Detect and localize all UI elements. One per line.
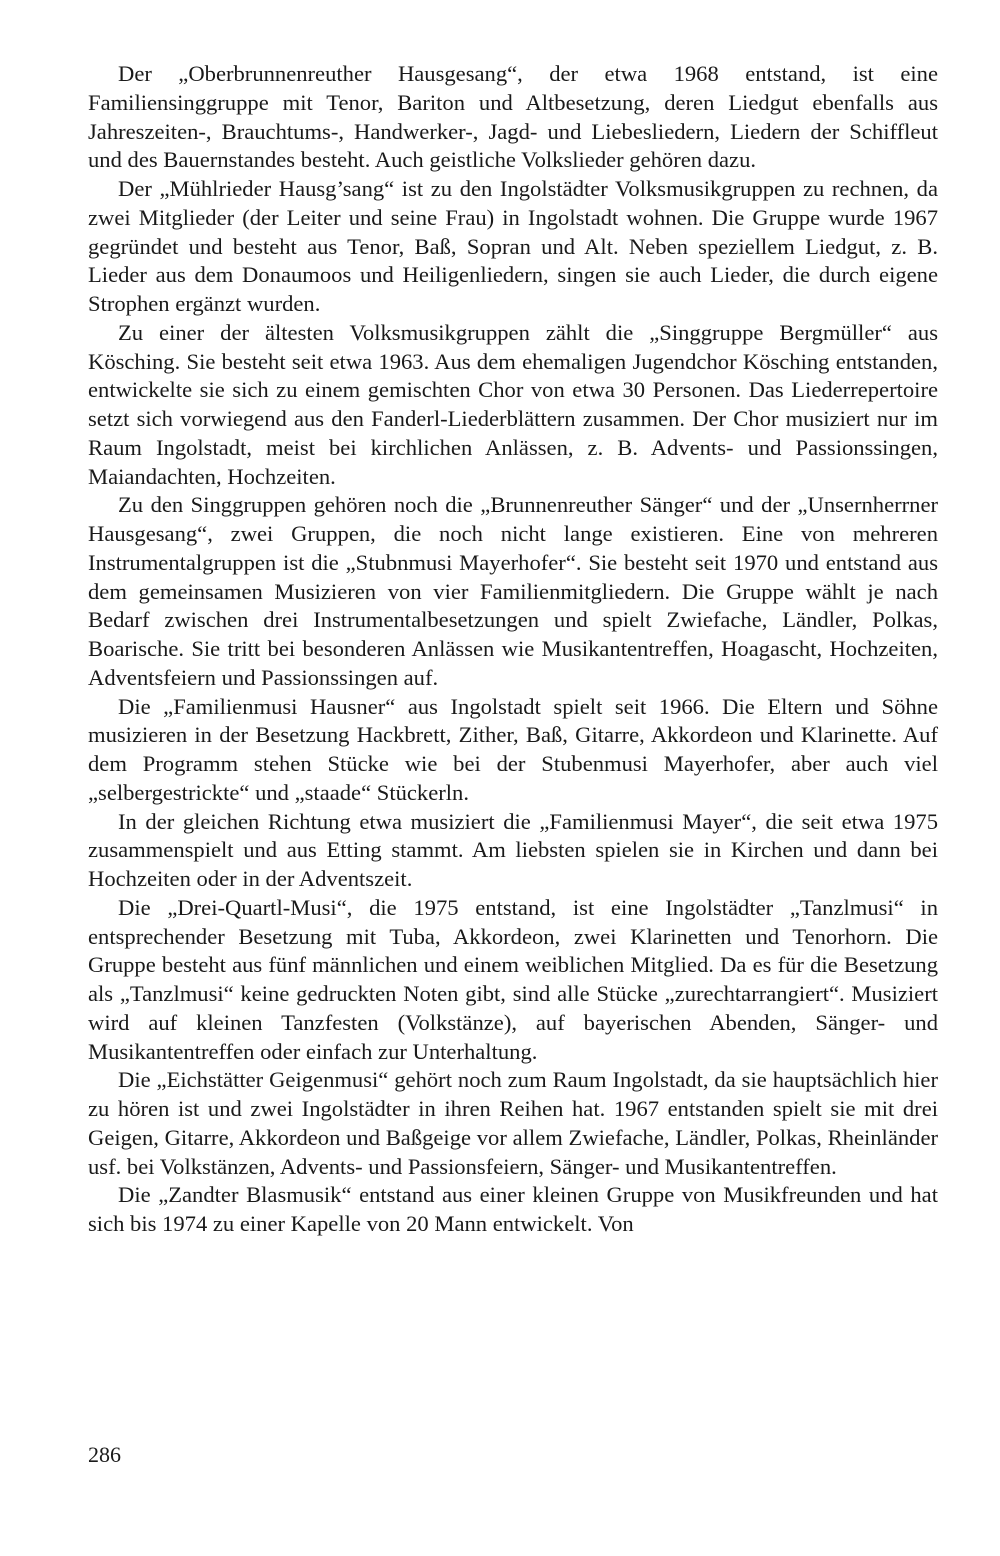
paragraph-oberbrunnenreuther-hausgesang: Der „Oberbrunnenreuther Hausgesang“, der etwa 1968 entstand, ist eine Familiensinggruppe mit Tenor, Bariton und Altbesetzung, deren Liedgut ebenfalls aus Jahreszeiten-, Brauchtums-, Handwerker-, Jagd- und Liebesliedern, Liedern der Schiffleut und des Bauernstandes besteht. Auch geistliche Volkslieder gehören dazu. [88,61,938,173]
paragraph-muehlrieder-hausgsang: Der „Mühlrieder Hausg’sang“ ist zu den Ingolstädter Volksmusikgruppen zu rechnen, da zwei Mitglieder (der Leiter und seine Frau) in Ingolstadt wohnen. Die Gruppe wurde 1967 gegründet und besteht aus Tenor, Baß, Sopran und Alt. Neben speziellem Liedgut, z. B. Lieder aus dem Donaumoos und Heiligenliedern, singen sie auch Lieder, die durch eigene Strophen ergänzt wurden. [88,176,938,316]
paragraph-eichstaetter-geigenmusi: Die „Eichstätter Geigenmusi“ gehört noch zum Raum Ingolstadt, da sie hauptsächlich hier zu hören ist und zwei Ingolstädter in ihren Reihen hat. 1967 entstanden spielt sie mit drei Geigen, Gitarre, Akkordeon und Baßgeige vor allem Zwiefache, Ländler, Polkas, Rheinländer usf. bei Volkstänzen, Advents- und Passionsfeiern, Sänger- und Musikantentreffen. [88,1067,938,1179]
paragraph-zandter-blasmusik: Die „Zandter Blasmusik“ entstand aus einer kleinen Gruppe von Musikfreunden und hat sich bis 1974 zu einer Kapelle von 20 Mann entwickelt. Von [88,1182,938,1236]
paragraph-drei-quartl-musi: Die „Drei-Quartl-Musi“, die 1975 entstand, ist eine Ingolstädter „Tanzlmusi“ in entsprechender Besetzung mit Tuba, Akkordeon, zwei Klarinetten und Tenorhorn. Die Gruppe besteht aus fünf männlichen und einem weiblichen Mitglied. Da es für die Besetzung als „Tanzlmusi“ keine gedruckten Noten gibt, sind alle Stücke „zurechtarrangiert“. Musiziert wird auf kleinen Tanzfesten (Volkstänze), auf bayerischen Abenden, Sänger- und Musikantentreffen oder einfach zur Unterhaltung. [88,894,938,1064]
paragraph-familienmusi-hausner: Die „Familienmusi Hausner“ aus Ingolstadt spielt seit 1966. Die Eltern und Söhne musizieren in der Besetzung Hackbrett, Zither, Baß, Gitarre, Akkordeon und Klarinette. Auf dem Programm stehen Stücke wie bei der Stubenmusi Mayerhofer, aber auch viel „selbergestrickte“ und „staade“ Stückerln. [88,693,938,805]
paragraph-singgruppe-bergmueller: Zu einer der ältesten Volksmusikgruppen zählt die „Singgruppe Bergmüller“ aus Kösching. Sie besteht seit etwa 1963. Aus dem ehemaligen Jugendchor Kösching entstanden, entwickelte sie sich zu einem gemischten Chor von etwa 30 Personen. Das Liederrepertoire setzt sich vorwiegend aus den Fanderl-Liederblättern zusammen. Der Chor musiziert nur im Raum Ingolstadt, meist bei kirchlichen Anlässen, z. B. Advents- und Passionssingen, Maiandachten, Hochzeiten. [88,319,938,489]
paragraph-singgruppen-stubnmusi: Zu den Singgruppen gehören noch die „Brunnenreuther Sänger“ und der „Unsernherrner Hausgesang“, zwei Gruppen, die noch nicht lange existieren. Eine von mehreren Instrumentalgruppen ist die „Stubnmusi Mayerhofer“. Sie besteht seit 1970 und entstand aus dem gemeinsamen Musizieren von vier Familienmitgliedern. Die Gruppe wählt je nach Bedarf zwischen drei Instrumentalbesetzungen und spielt Zwiefache, Ländler, Polkas, Boarische. Sie tritt bei besonderen Anlässen wie Musikantentreffen, Hoagascht, Hochzeiten, Adventsfeiern und Passionssingen auf. [88,492,938,690]
page-number: 286 [88,1442,121,1467]
page-text-body [88,60,938,1239]
paragraph-familienmusi-mayer: In der gleichen Richtung etwa musiziert die „Familienmusi Mayer“, die seit etwa 1975 zusammenspielt und aus Etting stammt. Am liebsten spielen sie in Kirchen und dann bei Hochzeiten oder in der Adventszeit. [88,808,938,891]
